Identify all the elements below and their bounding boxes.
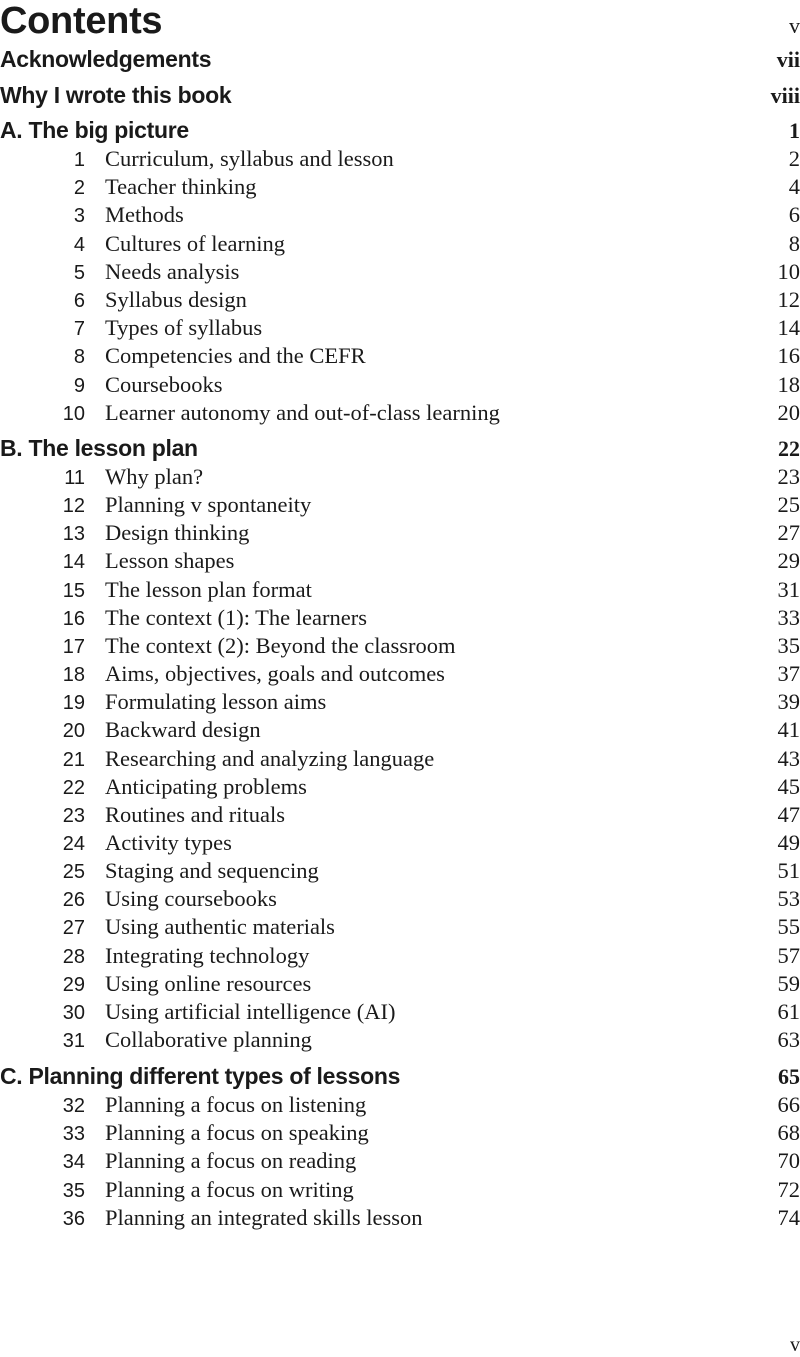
entry-title: Syllabus design bbox=[105, 287, 778, 313]
section-title: C. Planning different types of lessons bbox=[0, 1063, 400, 1090]
entry-number: 26 bbox=[0, 889, 85, 912]
section-title: A. The big picture bbox=[0, 117, 189, 144]
toc-entry[interactable] bbox=[0, 259, 800, 287]
entry-number: 16 bbox=[0, 608, 85, 631]
entry-number: 34 bbox=[0, 1151, 85, 1174]
entry-number: 21 bbox=[0, 749, 85, 772]
entry-number: 32 bbox=[0, 1095, 85, 1118]
entry-number: 28 bbox=[0, 946, 85, 969]
toc-entry[interactable] bbox=[0, 1148, 800, 1176]
entry-title: Planning a focus on listening bbox=[105, 1092, 778, 1118]
entry-page: 49 bbox=[778, 830, 800, 856]
entry-page: 51 bbox=[778, 858, 800, 884]
entry-number: 24 bbox=[0, 833, 85, 856]
entry-page: 61 bbox=[778, 999, 800, 1025]
entry-title: Using artificial intelligence (AI) bbox=[105, 999, 778, 1025]
entry-page: 10 bbox=[778, 259, 800, 285]
entry-number: 31 bbox=[0, 1030, 85, 1053]
entry-title: The context (2): Beyond the classroom bbox=[105, 633, 778, 659]
toc-section-c[interactable] bbox=[0, 1063, 800, 1090]
entry-title: Planning a focus on speaking bbox=[105, 1120, 778, 1146]
entry-page: 45 bbox=[778, 774, 800, 800]
entry-page: 20 bbox=[778, 400, 800, 426]
entry-page: 27 bbox=[778, 520, 800, 546]
toc-entry[interactable] bbox=[0, 774, 800, 802]
toc-entry[interactable] bbox=[0, 943, 800, 971]
entry-number: 36 bbox=[0, 1208, 85, 1231]
entry-page: 31 bbox=[778, 577, 800, 603]
front-matter-title: Why I wrote this book bbox=[0, 82, 231, 109]
entry-number: 25 bbox=[0, 861, 85, 884]
entry-page: 33 bbox=[778, 605, 800, 631]
section-title: B. The lesson plan bbox=[0, 435, 198, 462]
entry-number: 7 bbox=[0, 318, 85, 341]
entry-page: 68 bbox=[778, 1120, 800, 1146]
entry-page: 8 bbox=[789, 231, 800, 257]
section-page: 1 bbox=[789, 118, 800, 144]
entry-page: 29 bbox=[778, 548, 800, 574]
entry-number: 35 bbox=[0, 1180, 85, 1203]
entry-page: 72 bbox=[778, 1177, 800, 1203]
toc-entry[interactable] bbox=[0, 146, 800, 174]
toc-entry[interactable] bbox=[0, 1092, 800, 1120]
entry-title: Methods bbox=[105, 202, 789, 228]
entry-title: Competencies and the CEFR bbox=[105, 343, 778, 369]
contents-header bbox=[0, 0, 800, 43]
toc-entry[interactable] bbox=[0, 343, 800, 371]
entry-title: Formulating lesson aims bbox=[105, 689, 778, 715]
toc-entry[interactable] bbox=[0, 202, 800, 230]
entry-title: Activity types bbox=[105, 830, 778, 856]
entry-title: Why plan? bbox=[105, 464, 778, 490]
entry-number: 29 bbox=[0, 974, 85, 997]
entry-number: 3 bbox=[0, 205, 85, 228]
toc-front-acknowledgements[interactable] bbox=[0, 46, 800, 73]
entry-number: 20 bbox=[0, 720, 85, 743]
toc-entry[interactable] bbox=[0, 999, 800, 1027]
toc-entry[interactable] bbox=[0, 464, 800, 492]
entry-title: Curriculum, syllabus and lesson bbox=[105, 146, 789, 172]
entry-number: 14 bbox=[0, 551, 85, 574]
entry-page: 63 bbox=[778, 1027, 800, 1053]
entry-title: Needs analysis bbox=[105, 259, 778, 285]
entry-page: 57 bbox=[778, 943, 800, 969]
section-page: 22 bbox=[778, 436, 800, 462]
toc-entry[interactable] bbox=[0, 886, 800, 914]
toc-entry[interactable] bbox=[0, 492, 800, 520]
entry-page: 18 bbox=[778, 372, 800, 398]
entry-page: 53 bbox=[778, 886, 800, 912]
toc-entry[interactable] bbox=[0, 548, 800, 576]
toc-entry[interactable] bbox=[0, 520, 800, 548]
entry-number: 33 bbox=[0, 1123, 85, 1146]
entry-title: Aims, objectives, goals and outcomes bbox=[105, 661, 778, 687]
entry-page: 74 bbox=[778, 1205, 800, 1231]
toc-entry[interactable] bbox=[0, 746, 800, 774]
entry-title: Planning an integrated skills lesson bbox=[105, 1205, 778, 1231]
toc-entry[interactable] bbox=[0, 830, 800, 858]
entry-title: Backward design bbox=[105, 717, 778, 743]
entry-title: Using authentic materials bbox=[105, 914, 778, 940]
entry-page: 47 bbox=[778, 802, 800, 828]
entry-page: 66 bbox=[778, 1092, 800, 1118]
entry-page: 59 bbox=[778, 971, 800, 997]
toc-entry[interactable] bbox=[0, 372, 800, 400]
toc-entry[interactable] bbox=[0, 605, 800, 633]
entry-number: 15 bbox=[0, 580, 85, 603]
toc-entry[interactable] bbox=[0, 717, 800, 745]
entry-title: Routines and rituals bbox=[105, 802, 778, 828]
toc-entry[interactable] bbox=[0, 287, 800, 315]
entry-number: 9 bbox=[0, 375, 85, 398]
entry-page: 25 bbox=[778, 492, 800, 518]
entry-title: Integrating technology bbox=[105, 943, 778, 969]
entry-title: Design thinking bbox=[105, 520, 778, 546]
toc-entry[interactable] bbox=[0, 858, 800, 886]
entry-number: 30 bbox=[0, 1002, 85, 1025]
footer-page-number: v bbox=[790, 1334, 800, 1357]
entry-title: Learner autonomy and out-of-class learning bbox=[105, 400, 778, 426]
entry-title: Planning a focus on writing bbox=[105, 1177, 778, 1203]
entry-number: 13 bbox=[0, 523, 85, 546]
toc-front-why-i-wrote[interactable] bbox=[0, 82, 800, 109]
toc-entry[interactable] bbox=[0, 802, 800, 830]
toc-entry[interactable] bbox=[0, 231, 800, 259]
front-matter-page: vii bbox=[777, 47, 800, 73]
toc-entry[interactable] bbox=[0, 315, 800, 343]
toc-entry[interactable] bbox=[0, 1205, 800, 1233]
entry-page: 16 bbox=[778, 343, 800, 369]
toc-entry[interactable] bbox=[0, 1120, 800, 1148]
entry-title: Using online resources bbox=[105, 971, 778, 997]
toc-entry[interactable] bbox=[0, 400, 800, 428]
entry-page: 39 bbox=[778, 689, 800, 715]
toc-entry[interactable] bbox=[0, 689, 800, 717]
entry-page: 14 bbox=[778, 315, 800, 341]
entry-page: 6 bbox=[789, 202, 800, 228]
entry-number: 22 bbox=[0, 777, 85, 800]
toc-entry[interactable] bbox=[0, 577, 800, 605]
front-matter-title: Acknowledgements bbox=[0, 46, 211, 73]
entry-title: Coursebooks bbox=[105, 372, 778, 398]
entry-number: 19 bbox=[0, 692, 85, 715]
entry-page: 2 bbox=[789, 146, 800, 172]
entry-title: Cultures of learning bbox=[105, 231, 789, 257]
entry-title: The context (1): The learners bbox=[105, 605, 778, 631]
entry-page: 70 bbox=[778, 1148, 800, 1174]
entry-number: 5 bbox=[0, 262, 85, 285]
toc-section-a[interactable] bbox=[0, 117, 800, 144]
toc-entry[interactable] bbox=[0, 633, 800, 661]
entry-number: 8 bbox=[0, 346, 85, 369]
entry-number: 10 bbox=[0, 403, 85, 426]
entry-title: Collaborative planning bbox=[105, 1027, 778, 1053]
page-title: Contents bbox=[0, 0, 162, 43]
entry-page: 37 bbox=[778, 661, 800, 687]
toc-entry[interactable] bbox=[0, 914, 800, 942]
entry-page: 55 bbox=[778, 914, 800, 940]
entry-title: Using coursebooks bbox=[105, 886, 778, 912]
toc-entry[interactable] bbox=[0, 971, 800, 999]
entry-page: 43 bbox=[778, 746, 800, 772]
entry-title: Anticipating problems bbox=[105, 774, 778, 800]
entry-page: 12 bbox=[778, 287, 800, 313]
toc-entry[interactable] bbox=[0, 1027, 800, 1055]
entry-number: 2 bbox=[0, 177, 85, 200]
entry-number: 11 bbox=[0, 467, 85, 490]
entry-page: 4 bbox=[789, 174, 800, 200]
entry-number: 12 bbox=[0, 495, 85, 518]
entry-number: 27 bbox=[0, 917, 85, 940]
entry-number: 6 bbox=[0, 290, 85, 313]
section-page: 65 bbox=[778, 1064, 800, 1090]
entry-number: 1 bbox=[0, 149, 85, 172]
toc-entry[interactable] bbox=[0, 1177, 800, 1205]
toc-section-b[interactable] bbox=[0, 435, 800, 462]
entry-title: The lesson plan format bbox=[105, 577, 778, 603]
front-matter-page: viii bbox=[771, 83, 800, 109]
entry-page: 23 bbox=[778, 464, 800, 490]
entry-page: 35 bbox=[778, 633, 800, 659]
entry-title: Types of syllabus bbox=[105, 315, 778, 341]
entry-number: 23 bbox=[0, 805, 85, 828]
entry-number: 4 bbox=[0, 234, 85, 257]
entry-title: Researching and analyzing language bbox=[105, 746, 778, 772]
toc-entry[interactable] bbox=[0, 174, 800, 202]
entry-title: Staging and sequencing bbox=[105, 858, 778, 884]
entry-title: Lesson shapes bbox=[105, 548, 778, 574]
entry-number: 17 bbox=[0, 636, 85, 659]
contents-page-number: v bbox=[789, 13, 800, 39]
entry-number: 18 bbox=[0, 664, 85, 687]
entry-page: 41 bbox=[778, 717, 800, 743]
toc-entry[interactable] bbox=[0, 661, 800, 689]
entry-title: Planning a focus on reading bbox=[105, 1148, 778, 1174]
entry-title: Planning v spontaneity bbox=[105, 492, 778, 518]
entry-title: Teacher thinking bbox=[105, 174, 789, 200]
